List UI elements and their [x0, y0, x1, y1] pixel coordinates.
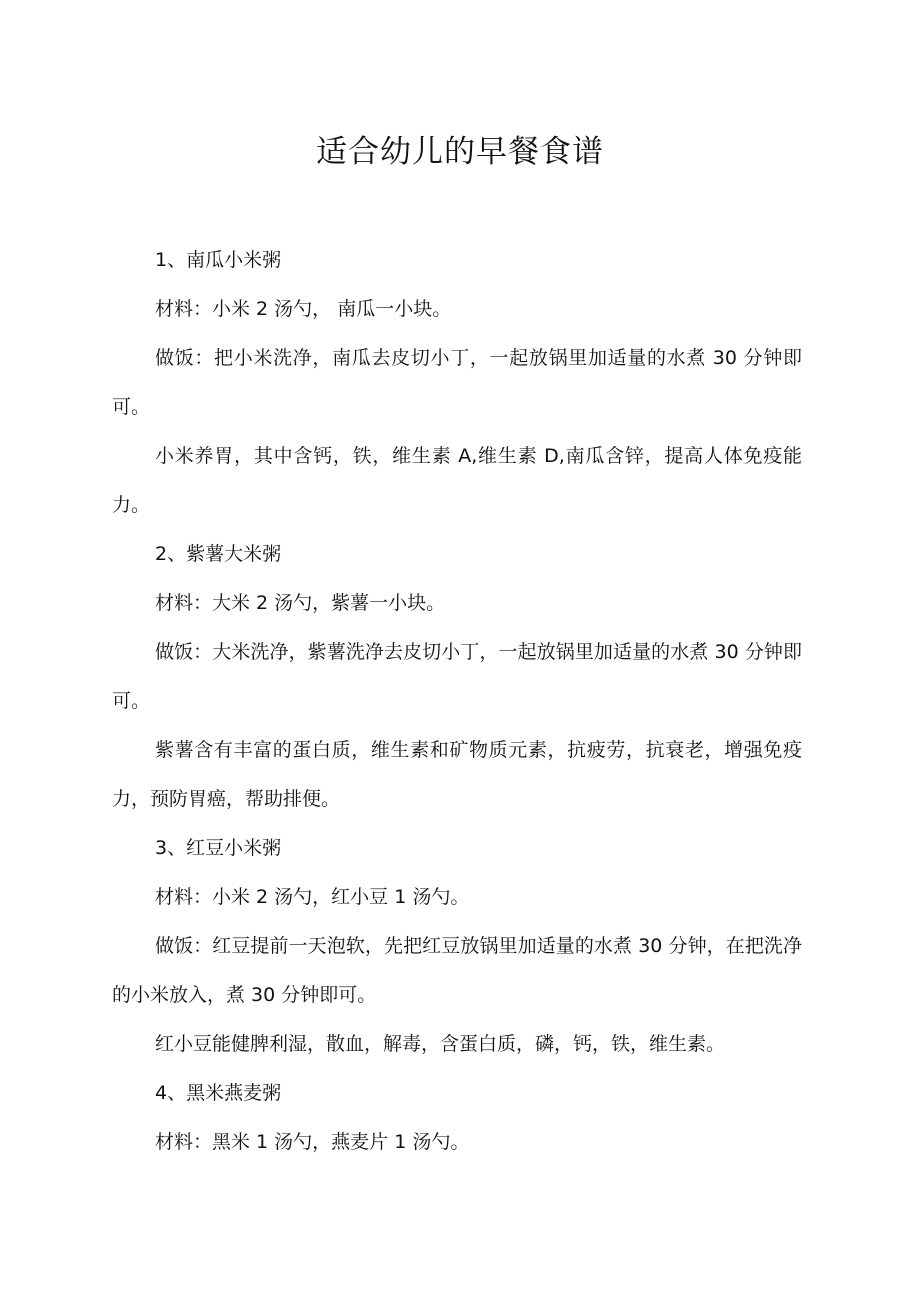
recipe-1-ingredients: 材料：小米 2 汤勺， 南瓜一小块。 — [155, 298, 452, 320]
recipe-heading-1: 1、南瓜小米粥 — [155, 249, 282, 271]
recipe-heading-3: 3、红豆小米粥 — [155, 837, 282, 859]
recipe-2-benefits: 紫薯含有丰富的蛋白质，维生素和矿物质元素，抗疲劳，抗衰老，增强免疫力，预防胃癌，帮助排便。 — [112, 739, 802, 810]
recipe-1-method: 做饭：把小米洗净，南瓜去皮切小丁，一起放锅里加适量的水煮 30 分钟即可。 — [112, 347, 802, 418]
recipe-3-ingredients: 材料：小米 2 汤勺，红小豆 1 汤勺。 — [155, 886, 470, 908]
recipe-heading-2: 2、紫薯大米粥 — [155, 543, 282, 565]
recipe-3-method: 做饭：红豆提前一天泡软，先把红豆放锅里加适量的水煮 30 分钟，在把洗净的小米放入，煮 30 分钟即可。 — [112, 935, 802, 1006]
recipe-4-ingredients: 材料：黑米 1 汤勺，燕麦片 1 汤勺。 — [155, 1131, 470, 1153]
recipe-2-method: 做饭：大米洗净，紫薯洗净去皮切小丁，一起放锅里加适量的水煮 30 分钟即可。 — [112, 641, 802, 712]
recipe-heading-4: 4、黑米燕麦粥 — [155, 1082, 282, 1104]
recipe-2-ingredients: 材料：大米 2 汤勺，紫薯一小块。 — [155, 592, 446, 614]
recipe-3-benefits: 红小豆能健脾利湿，散血，解毒，含蛋白质，磷，钙，铁，维生素。 — [155, 1033, 726, 1055]
recipe-1-benefits: 小米养胃，其中含钙，铁，维生素 A,维生素 D,南瓜含锌，提高人体免疫能力。 — [112, 445, 802, 516]
document-body — [112, 236, 802, 1167]
document-title: 适合幼儿的早餐食谱 — [316, 134, 604, 170]
